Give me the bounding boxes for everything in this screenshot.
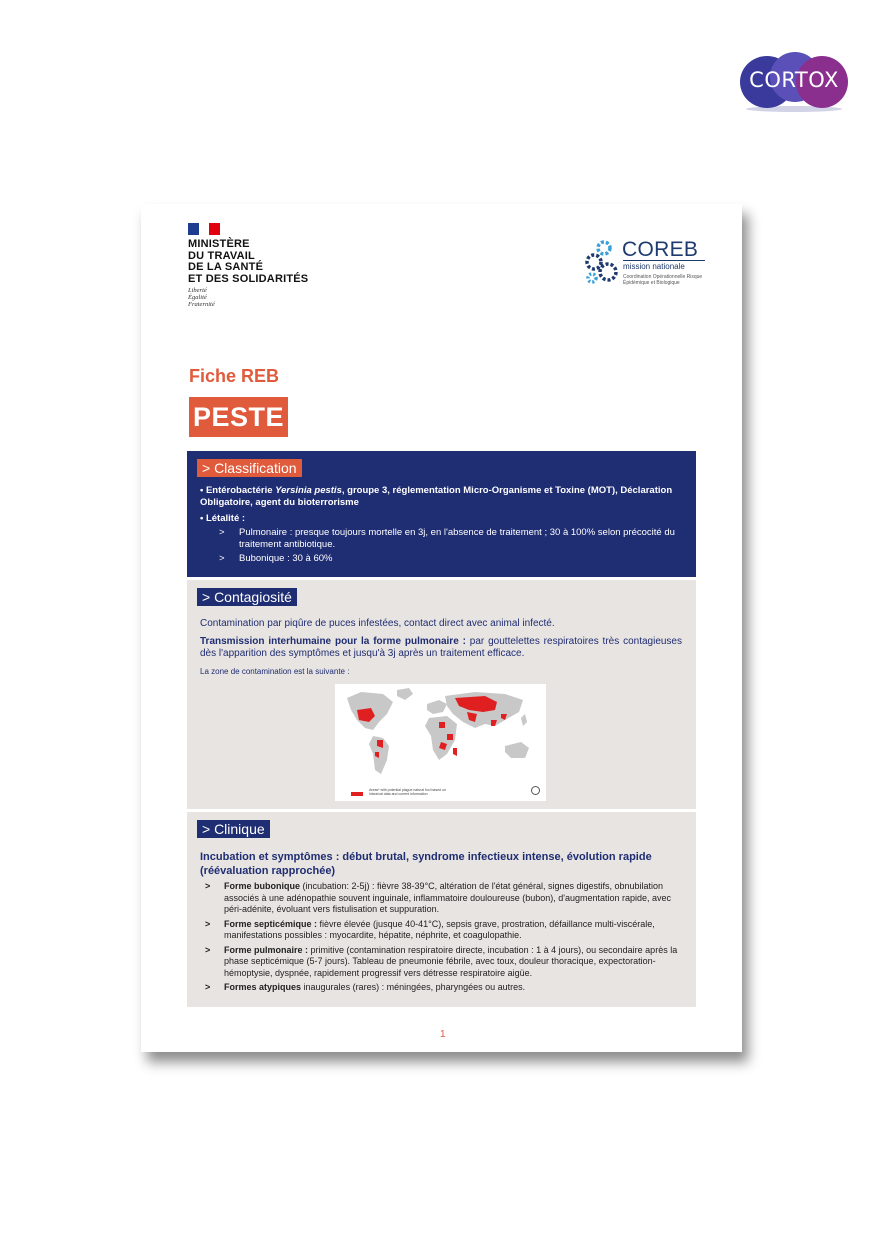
- clinique-section: [187, 812, 696, 1007]
- lethality-item: > Bubonique : 30 à 60%: [219, 553, 333, 564]
- cortox-logo: [738, 52, 850, 110]
- map-legend-swatch: [351, 792, 363, 796]
- lethality-item: > Pulmonaire : presque toujours mortelle en 3j, en l'absence de traitement ; 30 à 100% selon précocité du traitement antibiotique.: [219, 527, 675, 550]
- document-kind: Fiche REB: [189, 366, 280, 386]
- contagiosite-title: > Contagiosité: [197, 588, 297, 606]
- map-legend-text: Areas* with potential plague natural foci based on historical data and current information: [369, 788, 446, 796]
- classification-bullet-lethality: • Létalité :: [200, 513, 246, 524]
- who-emblem-icon: [531, 786, 540, 795]
- contamination-text: Contamination par piqûre de puces infestées, contact direct avec animal infecté.: [200, 618, 555, 629]
- ministry-motto: Liberté Égalité Fraternité: [188, 287, 215, 308]
- french-flag-icon: [188, 223, 220, 235]
- contagiosite-section: [187, 580, 696, 809]
- coreb-title: COREB: [622, 238, 699, 261]
- transmission-text: Transmission interhumaine pour la forme pulmonaire : par gouttelettes respiratoires très contagieuses dès l'apparition des symptômes et jusqu'à 3j après un traitement efficace.: [200, 635, 682, 659]
- classification-bullet-agent: • Entérobactérie Yersinia pestis, groupe 3, réglementation Micro-Organisme et Toxine (MOT), Déclaration Obligatoire, agent du bioterrorisme: [200, 485, 673, 508]
- page-number: 1: [440, 1029, 446, 1040]
- clinical-form-item: > Formes atypiques inaugurales (rares) : méningées, pharyngées ou autres.: [205, 982, 526, 992]
- coreb-description: Coordination Opérationnelle Risque Épidémique et Biologique: [623, 274, 703, 286]
- gears-icon: [584, 236, 624, 288]
- document-title: PESTE: [189, 397, 288, 437]
- ministry-name: MINISTÈRE DU TRAVAIL DE LA SANTÉ ET DES SOLIDARITÉS: [188, 238, 309, 285]
- ministry-logo: [188, 223, 328, 308]
- world-map-image: [335, 684, 546, 784]
- clinical-form-item: > Forme bubonique (incubation: 2-5j) : fièvre 38-39°C, altération de l'état général, signes digestifs, obnubilation associés à une adénopathie souvent inguinale, inflammatoire douloureuse (bubon), d'augmentation rapide, avec péri-adénite, évoluant vers fistulisation et suppuration.: [205, 881, 672, 914]
- classification-section: [187, 451, 696, 577]
- classification-title: > Classification: [197, 459, 302, 477]
- document-page: [141, 204, 742, 1052]
- coreb-subtitle: mission nationale: [623, 260, 705, 271]
- coreb-logo: [584, 236, 710, 288]
- plague-world-map: [335, 684, 546, 801]
- cortox-logo-text: CORTOX: [749, 68, 839, 92]
- clinical-form-item: > Forme septicémique : fièvre élevée (jusque 40-41°C), sepsis grave, prostration, défaillance multi-viscérale, manifestations possibles : myocardite, hépatite, néphrite, et coagulopathie.: [205, 918, 655, 940]
- zone-intro: La zone de contamination est la suivante :: [200, 666, 350, 676]
- clinique-heading: Incubation et symptômes : début brutal, syndrome infectieux intense, évolution rapide (réévaluation rapprochée): [200, 851, 652, 877]
- clinique-title: > Clinique: [197, 820, 270, 838]
- clinical-form-item: > Forme pulmonaire : primitive (contamination respiratoire directe, incubation : 1 à 4 jours), ou secondaire après la phase septicémique (5-7 jours). Tableau de pneumonie fébrile, avec toux, douleur thoracique, expectoration-hémoptysie, dyspnée, rapidement progressif vers détresse respiratoire aigüe.: [205, 944, 678, 978]
